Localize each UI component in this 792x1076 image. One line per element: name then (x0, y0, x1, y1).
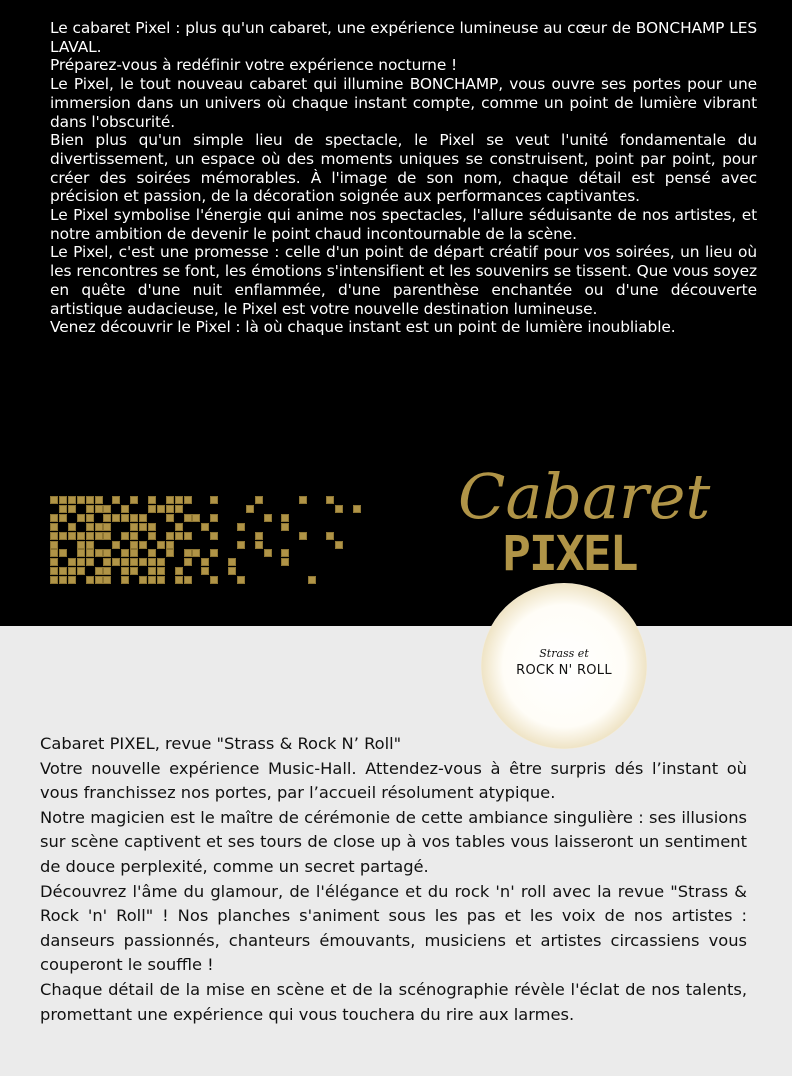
pixel-square (157, 505, 165, 513)
pixel-square (210, 514, 218, 522)
pixel-square (50, 549, 58, 557)
pixel-square (86, 558, 94, 566)
pixel-square (59, 514, 67, 522)
pixel-square (103, 532, 111, 540)
pixel-square (166, 532, 174, 540)
pixel-square (68, 558, 76, 566)
pixel-square (228, 567, 236, 575)
pixel-square (121, 549, 129, 557)
pixel-square (281, 523, 289, 531)
pixel-square (86, 505, 94, 513)
pixel-square (130, 558, 138, 566)
pixel-square (148, 496, 156, 504)
intro-paragraph: Venez découvrir le Pixel : là où chaque instant est un point de lumière inoubliable. (50, 318, 676, 337)
pixel-square (50, 514, 58, 522)
pixel-square (255, 496, 263, 504)
pixel-square (148, 558, 156, 566)
pixel-square (237, 523, 245, 531)
pixel-square (95, 576, 103, 584)
pixel-square (50, 567, 58, 575)
pixel-square (201, 558, 209, 566)
pixel-square (68, 523, 76, 531)
pixel-square (121, 576, 129, 584)
pixel-square (103, 567, 111, 575)
pixel-square (130, 496, 138, 504)
pixel-square (112, 514, 120, 522)
pixel-square (77, 496, 85, 504)
pixel-square (130, 567, 138, 575)
pixel-square (281, 514, 289, 522)
intro-paragraph: Le Pixel, le tout nouveau cabaret qui illumine BONCHAMP, vous ouvre ses portes pour une immersion dans un univers où chaque instant compte, comme un point de lumière vibrant dans l'obscurité. (50, 75, 757, 131)
pixel-square (192, 549, 200, 557)
pixel-square (121, 505, 129, 513)
pixel-square (237, 576, 245, 584)
badge-main-text: ROCK N' ROLL (516, 663, 612, 678)
pixel-square (264, 514, 272, 522)
pixel-square (50, 558, 58, 566)
pixel-square (255, 541, 263, 549)
pixel-square (166, 549, 174, 557)
pixel-square (139, 523, 147, 531)
pixel-square (103, 558, 111, 566)
revue-paragraph: Votre nouvelle expérience Music-Hall. Attendez-vous à être surpris dés l’instant où vous franchissez nos portes, par l’accueil résolument atypique. (40, 758, 747, 803)
revue-paragraph: Découvrez l'âme du glamour, de l'élégance et du rock 'n' roll avec la revue "Strass & Rock 'n' Roll" ! Nos planches s'animent sous les pas et les voix de nos artistes : danseurs passionnés, chanteurs émouvants, musiciens et artistes circassiens vous couperont le souffle ! (40, 881, 747, 975)
intro-paragraph: Préparez-vous à redéfinir votre expérience nocturne ! (50, 56, 458, 75)
pixel-square (210, 549, 218, 557)
intro-paragraph: Le Pixel, c'est une promesse : celle d'un point de départ créatif pour vos soirées, un lieu où les rencontres se font, les émotions s'intensifient et les souvenirs se tissent. Que vous soyez en quête d'une nuit enflammée, d'une parenthèse enchantée ou d'une découverte artistique audacieuse, le Pixel est votre nouvelle destination lumineuse. (50, 243, 757, 318)
pixel-square (68, 532, 76, 540)
pixel-square (50, 576, 58, 584)
intro-paragraph: Le cabaret Pixel : plus qu'un cabaret, une expérience lumineuse au cœur de BONCHAMP LES LAVAL. (50, 19, 757, 56)
pixel-square (77, 541, 85, 549)
pixel-square (157, 567, 165, 575)
pixel-square (59, 549, 67, 557)
intro-paragraph: Le Pixel symbolise l'énergie qui anime nos spectacles, l'allure séduisante de nos artistes, et notre ambition de devenir le point chaud incontournable de la scène. (50, 206, 757, 243)
pixel-square (175, 576, 183, 584)
pixel-square (86, 532, 94, 540)
pixel-square (166, 505, 174, 513)
pixel-square (335, 541, 343, 549)
pixel-square (112, 541, 120, 549)
pixel-square (121, 514, 129, 522)
pixel-square (130, 514, 138, 522)
pixel-square (59, 532, 67, 540)
pixel-square (166, 496, 174, 504)
logo-pixel-word (502, 526, 637, 582)
revue-description (40, 732, 747, 1027)
pixel-square (175, 523, 183, 531)
pixel-square (148, 549, 156, 557)
pixel-square (175, 532, 183, 540)
pixel-square (326, 532, 334, 540)
pixel-square (68, 576, 76, 584)
pixel-square (281, 549, 289, 557)
pixel-square (210, 576, 218, 584)
pixel-square (130, 523, 138, 531)
pixel-square (130, 549, 138, 557)
pixel-square (77, 567, 85, 575)
pixel-square (59, 496, 67, 504)
pixel-square (130, 541, 138, 549)
pixel-square (86, 576, 94, 584)
pixel-square (59, 576, 67, 584)
pixel-square (139, 541, 147, 549)
pixel-square (68, 505, 76, 513)
pixel-square (59, 505, 67, 513)
pixel-square (77, 549, 85, 557)
pixel-square (148, 567, 156, 575)
pixel-square (201, 523, 209, 531)
revue-paragraph: Notre magicien est le maître de cérémonie de cette ambiance singulière : ses illusions sur scène captivent et ses tours de close up à vos tables vous laisseront un sentiment de douce perplexité, comme un secret partagé. (40, 807, 747, 876)
revue-paragraph: Chaque détail de la mise en scène et de la scénographie révèle l'éclat de nos talents, promettant une expérience qui vous touchera du rire aux larmes. (40, 979, 747, 1024)
pixel-square (50, 541, 58, 549)
pixel-square (264, 549, 272, 557)
pixel-square (77, 558, 85, 566)
pixel-square (255, 532, 263, 540)
pixel-square (139, 576, 147, 584)
pixel-square (50, 523, 58, 531)
pixel-square (175, 567, 183, 575)
pixel-square (281, 558, 289, 566)
pixel-square (326, 496, 334, 504)
pixel-square (184, 576, 192, 584)
pixel-square (201, 567, 209, 575)
pixel-square (237, 541, 245, 549)
pixel-square (148, 505, 156, 513)
pixel-square (184, 496, 192, 504)
pixel-square (103, 549, 111, 557)
pixel-square (210, 532, 218, 540)
pixel-square (95, 496, 103, 504)
pixel-square (130, 532, 138, 540)
pixel-square (95, 567, 103, 575)
pixel-square (77, 514, 85, 522)
pixel-square (157, 558, 165, 566)
pixel-square (184, 549, 192, 557)
logo-script-text: Cabaret (458, 460, 711, 533)
pixel-square (166, 541, 174, 549)
cabaret-pixel-logo (450, 430, 711, 582)
strass-rock-n-roll-badge (481, 583, 647, 749)
pixel-square (112, 558, 120, 566)
pixel-square (192, 514, 200, 522)
pixel-square (148, 523, 156, 531)
pixel-square (103, 505, 111, 513)
pixel-square (121, 567, 129, 575)
pixel-square (95, 523, 103, 531)
pixel-square (139, 514, 147, 522)
pixel-square (148, 532, 156, 540)
pixel-square (299, 496, 307, 504)
pixel-square (68, 496, 76, 504)
pixel-square (59, 567, 67, 575)
intro-paragraph: Bien plus qu'un simple lieu de spectacle, le Pixel se veut l'unité fondamentale du divertissement, un espace où des moments uniques se construisent, point par point, pour créer des soirées mémorables. À l'image de son nom, chaque détail est pensé avec précision et passion, de la décoration soignée aux performances captivantes. (50, 131, 757, 206)
pixel-square (148, 576, 156, 584)
pixel-square (184, 514, 192, 522)
pixel-square (86, 549, 94, 557)
pixel-square (121, 558, 129, 566)
pixel-square (299, 532, 307, 540)
pixel-square (86, 514, 94, 522)
pixel-square (95, 532, 103, 540)
pixel-square (121, 532, 129, 540)
pixel-square (175, 505, 183, 513)
pixel-square (184, 532, 192, 540)
badge-script-text: Strass et (539, 647, 589, 660)
pixel-square (228, 558, 236, 566)
intro-text (50, 19, 757, 337)
pixel-square (103, 514, 111, 522)
pixel-square (103, 523, 111, 531)
pixel-square (50, 496, 58, 504)
pixel-square (157, 541, 165, 549)
pixel-square (77, 532, 85, 540)
pixel-square (353, 505, 361, 513)
pixel-square (50, 532, 58, 540)
pixel-square (86, 541, 94, 549)
pixel-square (246, 505, 254, 513)
pixel-square (95, 549, 103, 557)
pixel-square (175, 496, 183, 504)
pixel-square (95, 505, 103, 513)
pixel-square (308, 576, 316, 584)
pixel-square (335, 505, 343, 513)
pixel-square (68, 567, 76, 575)
pixel-square (139, 558, 147, 566)
pixel-square (112, 496, 120, 504)
pixel-square (157, 576, 165, 584)
logo-block-text: PIXEL (502, 526, 637, 582)
pixel-square (86, 496, 94, 504)
revue-paragraph: Cabaret PIXEL, revue "Strass & Rock N’ Roll" (40, 734, 402, 753)
pixel-square (184, 558, 192, 566)
pixel-square (166, 514, 174, 522)
pixel-square (210, 496, 218, 504)
pixel-square (86, 523, 94, 531)
pixel-square (103, 576, 111, 584)
